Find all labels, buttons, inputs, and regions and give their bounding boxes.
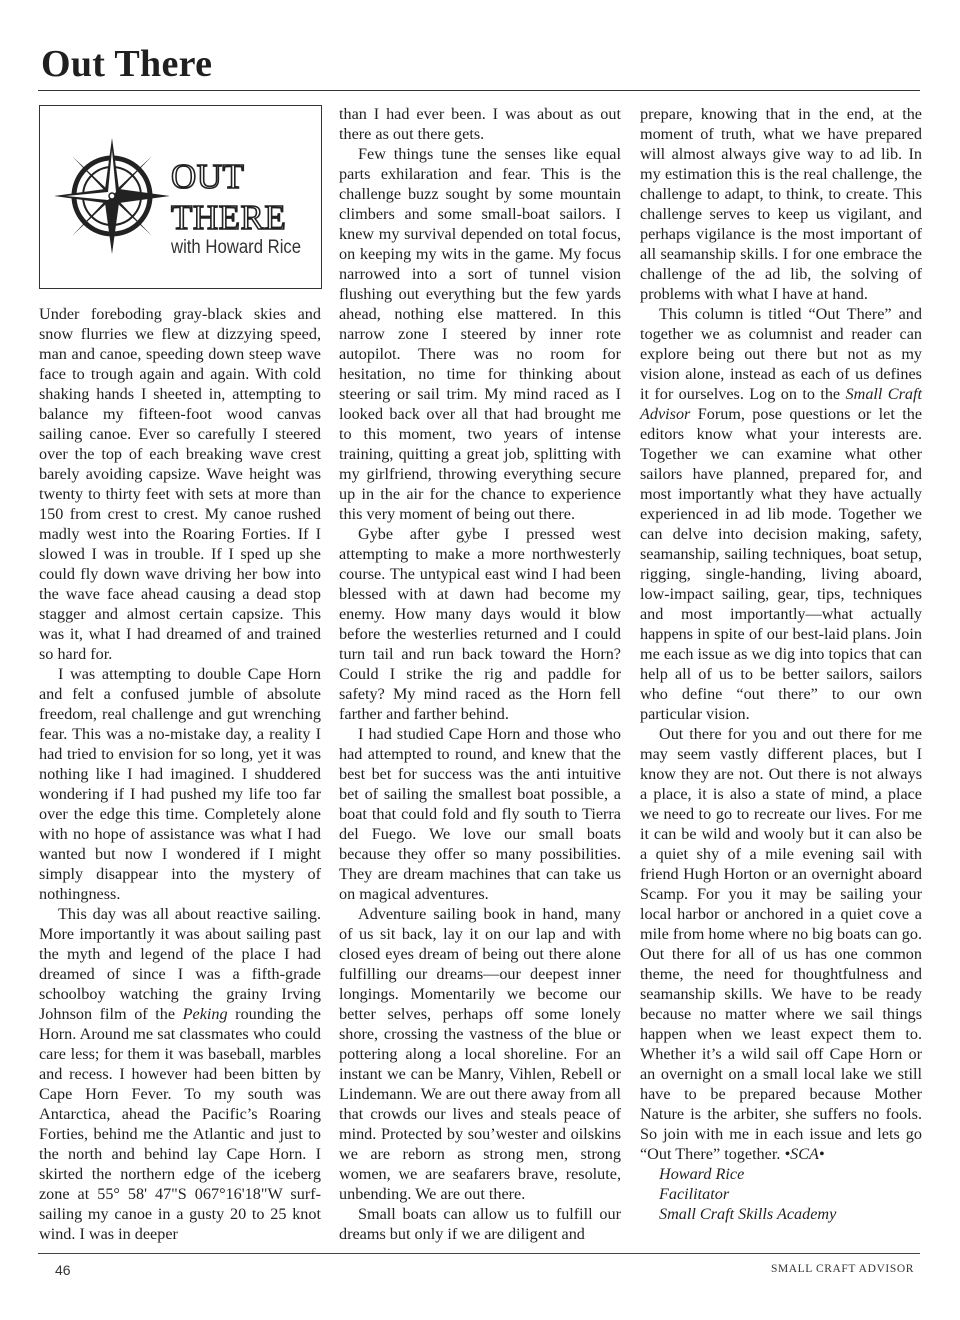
signature-org: Small Craft Skills Academy [659,1205,837,1223]
paragraph: Few things tune the senses like equal parts exhilaration and fear. This is the challenge buzz sought by some mountain climbers and some small-boat sailors. I knew my survival depended on total focus, on keeping my wits in the game. My focus narrowed into a sort of tunnel vision flushing out everything but the few yards ahead, nothing else mattered. In this narrow zone I steered by inner rote autopilot. There was no room for hesitation, no time for thinking about steering or sail trim. My mind raced as I looked back over all that had brought me to this moment, two years of intense training, quitting a great job, splitting with my girlfriend, throwing everything secure up in the air for the chance to experience this very moment of being out there. [339,145,621,523]
footer-magazine-name: SMALL CRAFT ADVISOR [770,1263,914,1275]
paragraph: prepare, knowing that in the end, at the moment of truth, what we have prepared will almost always give way to ad lib. In my estimation this is the real challenge, the challenge to adapt, to think, to create. This challenge serves to keep us vigilant, and perhaps vigilance is the most important of all seamanship skills. I for one embrace the challenge of the ad lib, the solving of problems with what I have at hand. [640,105,922,303]
paragraph: Adventure sailing book in hand, many of us sit back, lay it on our lap and with closed eyes dream of being out there alone fulfilling our dreams—our deepest inner longings. Momentarily we become our better selves, perhaps off some lonely shore, crossing the vastness of the blue or pottering along a local shoreline. For an instant we can be Manry, Vihlen, Rebell or Lindemann. We are out there away from all that crowds our lives and steals peace of mind. Protected by sou’wester and oilskins we are reborn as strong men, strong women, we are seafarers brave, resolute, unbending. We are out there. [339,905,621,1203]
article-column-3 [640,104,922,1224]
paragraph: I had studied Cape Horn and those who had attempted to round, and knew that the best bet for success was the anti intuitive bet of sailing the smallest boat possible, a boat that could fold and fly south to Tierra del Fuego. We love our small boats because they offer so many possibilities. They are dream machines that can take us on magical adventures. [339,725,621,903]
paragraph: This column is titled “Out There” and together we as columnist and reader can explore being out there but not as my vision alone, instead as each of us defines it for ourselves. Log on to the Small Craft Advisor Forum, pose questions or let the editors know what your interests are. Together we can examine what other sailors have planned, prepared for, and most importantly what they have actually experienced in ad lib mode. Together we can delve into decision making, safety, seamanship, sailing techniques, boat setup, rigging, single-handing, living aboard, low-impact sailing, gear, tips, techniques and most importantly—what actually happens in spite of our best-laid plans. Join me each issue as we dig into topics that can help all of us to be better sailors, sailors who define “out there” to our own particular vision. [640,305,922,723]
paragraph: Small boats can allow us to fulfill our dreams but only if we are diligent and [339,1205,621,1243]
article-column-1 [39,304,321,1244]
signature-name: Howard Rice [659,1165,745,1183]
paragraph: I was attempting to double Cape Horn and felt a confused jumble of absolute freedom, real challenge and gut wrenching fear. This was a no-mistake day, a reality I had tried to envision for so long, yet it was nothing like I had imagined. I shuddered wondering if I had pushed my life too far over the edge this time. Completely alone with no hope of assistance was what I had wanted but now I wondered if I might simply disappear into the mystery of nothingness. [39,665,321,903]
column-logo [39,105,322,289]
page-number: 46 [55,1262,71,1278]
end-mark: •SCA• [784,1145,825,1163]
page-title: Out There [41,43,213,85]
ship-name: Peking [182,1005,228,1023]
paragraph: Under foreboding gray-black skies and snow flurries we flew at dizzying speed, man and canoe, speeding down steep wave face to trough again and again. With cold shaking hands I sheeted in, attempting to balance my fifteen-foot wood canvas sailing canoe. Ever so carefully I steered over the top of each breaking wave crest barely avoiding capsize. Wave height was twenty to thirty feet with sets at more than 150 from crest to crest. My canoe rushed madly west into the Roaring Forties. If I slowed I was in trouble. If I sped up she could fly down wave driving her bow into the wave face ahead causing a dead stop stagger and almost certain capsize. This was it, what I had dreamed of and trained so hard for. [39,305,321,663]
magazine-title: Small Craft Advisor [640,385,922,423]
logo-word-there: THERE [171,198,287,237]
header-rule [38,90,920,91]
paragraph: Gybe after gybe I pressed west attempting to make a more northwesterly course. The untypical east wind I had been blessed with at dawn had become my enemy. How many days would it blow before the westerlies returned and I could turn tail and run back toward the Horn? Could I strike the rig and paddle for safety? My mind raced as the Horn fell farther and farther behind. [339,525,621,723]
logo-subtitle: with Howard Rice [171,237,302,258]
signature-role: Facilitator [659,1185,730,1203]
paragraph: Out there for you and out there for me may seem vastly different places, but I know they are not. Out there is not always a place, it is also a state of mind, a place we need to go to recreate our lives. For me it can be wild and wooly but it can also be a quiet shy of a mile evening sail with friend Hugh Horton or an overnight aboard Scamp. For you it may be sailing your local harbor or anchored in a quiet cove a mile from home where no big boats can go. Out there for all of us has one common theme, the need for thoughtfulness and seamanship skills. We have to be ready because no matter where we sail things happen when we least expect them to. Whether it’s a wild sail off Cape Horn or an overnight on a small local lake we still have to be prepared because Mother Nature is the arbiter, she suffers no fools. So join with me in each issue and lets go “Out There” together. •SCA• [640,725,922,1163]
logo-word-out: OUT [171,157,245,196]
article-column-2 [339,104,621,1244]
paragraph: than I had ever been. I was about as out there as out there gets. [339,105,621,143]
footer-rule [38,1253,920,1254]
compass-rose-icon [52,136,172,256]
paragraph: This day was all about reactive sailing. More importantly it was about sailing past the myth and legend of the place I had dreamed of since I was a fifth-grade schoolboy watching the grainy Irving Johnson film of the Peking rounding the Horn. Around me sat classmates who could care less; for them it was baseball, marbles and recess. I however had been bitten by Cape Horn Fever. To my south was Antarctica, ahead the Pacific’s Roaring Forties, behind me the Atlantic and just to the north and behind lay Cape Horn. I skirted the northern edge of the iceberg zone at 55° 58' 47"S 067°16'18"W surf-sailing my canoe in a gusty 20 to 25 knot wind. I was in deeper [39,905,321,1243]
